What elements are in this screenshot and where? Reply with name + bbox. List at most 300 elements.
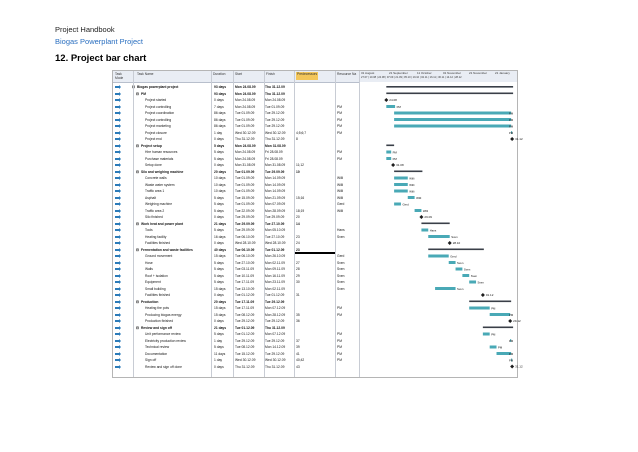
start-cell[interactable]: Tue 01.09.09 xyxy=(235,182,255,187)
predecessors-cell[interactable]: 37 xyxy=(296,338,300,343)
duration-cell[interactable]: 5 days xyxy=(214,202,224,206)
start-cell[interactable]: Tue 15.09.09 xyxy=(235,195,255,200)
task-name-cell[interactable]: Producing biogas energy xyxy=(145,312,182,317)
collapse-icon[interactable]: ⊟ xyxy=(136,169,139,174)
collapse-icon[interactable]: ⊟ xyxy=(136,143,139,148)
resource-cell[interactable]: Willi xyxy=(337,208,344,213)
task-bar[interactable] xyxy=(421,229,428,232)
start-cell[interactable]: Mon 24.08.09 xyxy=(235,143,256,148)
start-cell[interactable]: Tue 29.12.09 xyxy=(235,338,255,343)
table-row[interactable] xyxy=(113,292,359,298)
duration-cell[interactable]: 5 days xyxy=(214,150,224,154)
table-row[interactable] xyxy=(113,305,359,311)
predecessors-cell[interactable]: 40;42 xyxy=(296,358,305,362)
duration-cell[interactable]: 20 days xyxy=(214,169,227,174)
finish-cell[interactable]: Tue 01.12.09 xyxy=(265,247,285,252)
milestone-marker[interactable] xyxy=(419,215,423,219)
start-cell[interactable]: Mon 24.08.09 xyxy=(235,150,256,154)
start-cell[interactable]: Tue 01.09.09 xyxy=(235,111,255,115)
predecessors-cell[interactable]: 23 xyxy=(296,247,300,252)
summary-bar[interactable] xyxy=(469,301,511,303)
summary-bar[interactable] xyxy=(421,223,449,225)
table-row[interactable] xyxy=(113,104,359,110)
summary-bar[interactable] xyxy=(483,327,513,329)
start-cell[interactable]: Tue 10.11.09 xyxy=(235,273,255,278)
resource-cell[interactable]: PM xyxy=(337,345,342,349)
start-cell[interactable]: Tue 01.09.09 xyxy=(235,189,255,193)
predecessors-cell[interactable]: 27 xyxy=(296,260,300,265)
finish-cell[interactable]: Thu 31.12.09 xyxy=(265,364,285,369)
finish-cell[interactable]: Mon 26.10.09 xyxy=(265,254,286,258)
table-row[interactable] xyxy=(113,169,359,175)
task-name-cell[interactable]: Electricity production review xyxy=(145,338,186,343)
finish-cell[interactable]: Mon 31.08.09 xyxy=(265,143,286,148)
task-name-cell[interactable]: Roof + isolation xyxy=(145,273,168,278)
duration-cell[interactable]: 1 day xyxy=(214,338,223,343)
finish-cell[interactable]: Tue 01.12.09 xyxy=(265,293,285,297)
task-name-cell[interactable]: Production finished xyxy=(145,319,174,323)
table-row[interactable] xyxy=(113,260,359,266)
duration-cell[interactable]: 0 days xyxy=(214,319,224,323)
task-name-cell[interactable]: Review and sign off done xyxy=(145,364,182,369)
start-cell[interactable]: Mon 24.08.09 xyxy=(235,156,256,161)
finish-cell[interactable]: Tue 29.12.09 xyxy=(265,338,285,343)
predecessors-cell[interactable]: 23 xyxy=(296,234,300,239)
finish-cell[interactable]: Mon 14.09.09 xyxy=(265,189,286,193)
start-cell[interactable]: Tue 01.09.09 xyxy=(235,117,255,122)
finish-cell[interactable]: Mon 21.09.09 xyxy=(265,195,286,200)
task-bar[interactable] xyxy=(456,268,463,271)
predecessors-cell[interactable]: 15;16 xyxy=(296,195,305,200)
start-cell[interactable]: Tue 01.12.09 xyxy=(235,325,255,330)
resource-cell[interactable]: Sven xyxy=(337,286,345,291)
table-row[interactable] xyxy=(113,123,359,129)
summary-bar[interactable] xyxy=(394,171,422,173)
task-name-cell[interactable]: Documentation xyxy=(145,351,168,356)
finish-cell[interactable]: Mon 02.11.09 xyxy=(265,260,285,265)
task-name-cell[interactable]: Heating facility xyxy=(145,234,167,239)
table-row[interactable] xyxy=(113,279,359,285)
finish-cell[interactable]: Mon 28.12.09 xyxy=(265,312,286,317)
resource-cell[interactable]: Willi xyxy=(337,182,344,187)
task-bar[interactable] xyxy=(394,203,401,206)
predecessors-cell[interactable]: 41 xyxy=(296,351,300,356)
duration-cell[interactable]: 93 days xyxy=(214,85,227,89)
duration-cell[interactable]: 5 days xyxy=(214,228,224,232)
milestone-marker[interactable] xyxy=(510,365,514,369)
resource-cell[interactable]: Sven xyxy=(337,280,345,284)
start-cell[interactable]: Tue 29.09.09 xyxy=(235,228,255,232)
table-row[interactable] xyxy=(113,149,359,155)
duration-cell[interactable]: 10 days xyxy=(214,189,226,193)
table-row[interactable] xyxy=(113,188,359,194)
task-name-cell[interactable]: Project setup xyxy=(141,143,162,148)
duration-cell[interactable]: 1 day xyxy=(214,358,223,362)
start-cell[interactable]: Mon 24.08.09 xyxy=(235,85,256,89)
task-bar[interactable] xyxy=(386,151,391,154)
predecessors-cell[interactable]: 29 xyxy=(296,273,300,278)
predecessors-cell[interactable]: 8 xyxy=(296,137,298,141)
table-row[interactable] xyxy=(113,182,359,188)
finish-cell[interactable]: Mon 28.09.09 xyxy=(265,208,286,213)
summary-bar[interactable] xyxy=(428,249,484,251)
table-row[interactable] xyxy=(113,84,359,90)
milestone-marker[interactable] xyxy=(510,137,514,141)
table-row[interactable] xyxy=(113,227,359,233)
table-row[interactable] xyxy=(113,357,359,363)
finish-cell[interactable]: Tue 29.12.09 xyxy=(265,351,285,356)
task-bar[interactable] xyxy=(415,209,422,212)
task-name-cell[interactable]: Silo and weighing machine xyxy=(141,169,184,174)
duration-cell[interactable]: 21 days xyxy=(214,325,227,330)
resource-cell[interactable]: Gerd xyxy=(337,202,345,206)
table-row[interactable] xyxy=(113,91,359,97)
start-cell[interactable]: Wed 30.12.09 xyxy=(235,358,256,362)
start-cell[interactable]: Thu 31.12.09 xyxy=(235,364,255,369)
resource-cell[interactable]: Sven xyxy=(337,234,345,239)
task-name-cell[interactable]: Fermentation and waste facilities xyxy=(141,247,193,252)
collapse-icon[interactable]: ⊟ xyxy=(136,247,139,252)
start-cell[interactable]: Tue 27.10.09 xyxy=(235,260,255,265)
duration-cell[interactable]: 86 days xyxy=(214,117,226,122)
table-row[interactable] xyxy=(113,143,359,149)
task-name-cell[interactable]: Project coordination xyxy=(145,111,175,115)
milestone-marker[interactable] xyxy=(481,293,485,297)
finish-cell[interactable]: Mon 07.12.09 xyxy=(265,332,286,336)
task-name-cell[interactable]: Production xyxy=(141,299,159,304)
finish-cell[interactable]: Mon 16.11.09 xyxy=(265,273,285,278)
resource-cell[interactable]: PM xyxy=(337,312,342,317)
finish-cell[interactable]: Tue 29.12.09 xyxy=(265,117,285,122)
col-start[interactable]: Start xyxy=(235,72,242,76)
col-resource[interactable]: Resource Na xyxy=(337,72,357,76)
finish-cell[interactable]: Thu 31.12.09 xyxy=(265,137,285,141)
resource-cell[interactable]: PM xyxy=(337,150,342,154)
task-name-cell[interactable]: Project end xyxy=(145,137,162,141)
duration-cell[interactable]: 15 days xyxy=(214,254,226,258)
task-name-cell[interactable]: Equipment xyxy=(145,280,161,284)
table-row[interactable] xyxy=(113,110,359,116)
finish-cell[interactable]: Tue 27.10.09 xyxy=(265,221,285,226)
task-name-cell[interactable]: Silo finished xyxy=(145,215,163,219)
duration-cell[interactable]: 5 days xyxy=(214,332,224,336)
summary-bar[interactable] xyxy=(386,93,513,95)
task-bar[interactable] xyxy=(394,177,408,180)
task-name-cell[interactable]: Walls xyxy=(145,267,153,271)
task-name-cell[interactable]: Project closure xyxy=(145,130,167,135)
task-name-cell[interactable]: Waste water system xyxy=(145,182,175,187)
duration-cell[interactable]: 40 days xyxy=(214,247,227,252)
duration-cell[interactable]: 1 day xyxy=(214,130,223,135)
task-bar[interactable] xyxy=(394,183,408,186)
col-duration[interactable]: Duration xyxy=(213,72,226,76)
task-bar[interactable] xyxy=(435,287,455,290)
finish-cell[interactable]: Mon 31.08.09 xyxy=(265,163,286,167)
table-row[interactable] xyxy=(113,221,359,227)
milestone-marker[interactable] xyxy=(384,98,388,102)
task-bar[interactable] xyxy=(469,307,489,310)
finish-cell[interactable]: Thu 31.12.09 xyxy=(265,91,285,96)
task-bar[interactable] xyxy=(394,190,408,193)
duration-cell[interactable]: 5 days xyxy=(214,156,224,161)
table-row[interactable] xyxy=(113,266,359,272)
finish-cell[interactable]: Tue 29.12.09 xyxy=(265,111,285,115)
finish-cell[interactable]: Mon 14.09.09 xyxy=(265,182,286,187)
start-cell[interactable]: Mon 24.08.09 xyxy=(235,98,256,102)
duration-cell[interactable]: 15 days xyxy=(214,312,226,317)
task-name-cell[interactable]: Concrete walls xyxy=(145,176,167,180)
milestone-marker[interactable] xyxy=(508,319,512,323)
resource-cell[interactable]: Willi xyxy=(337,176,344,180)
table-row[interactable] xyxy=(113,195,359,201)
task-name-cell[interactable]: Facilities finished xyxy=(145,293,171,297)
duration-cell[interactable]: 86 days xyxy=(214,124,226,128)
duration-cell[interactable]: 15 days xyxy=(214,286,226,291)
finish-cell[interactable]: Mon 14.12.09 xyxy=(265,345,286,349)
table-row[interactable] xyxy=(113,299,359,305)
finish-cell[interactable]: Tue 29.12.09 xyxy=(265,124,285,128)
task-name-cell[interactable]: Asphalt xyxy=(145,195,156,200)
duration-cell[interactable]: 0 days xyxy=(214,293,224,297)
start-cell[interactable]: Tue 01.12.09 xyxy=(235,293,255,297)
milestone-marker[interactable] xyxy=(448,241,452,245)
finish-cell[interactable]: Tue 29.12.09 xyxy=(265,319,285,323)
predecessors-cell[interactable]: 43 xyxy=(296,364,300,369)
collapse-icon[interactable]: ⊟ xyxy=(136,91,139,96)
task-bar[interactable] xyxy=(386,157,391,160)
table-row[interactable] xyxy=(113,318,359,324)
resource-cell[interactable]: Willi xyxy=(337,189,344,193)
duration-cell[interactable]: 10 days xyxy=(214,176,226,180)
table-row[interactable] xyxy=(113,312,359,318)
start-cell[interactable]: Tue 29.09.09 xyxy=(235,221,255,226)
table-row[interactable] xyxy=(113,136,359,142)
task-name-cell[interactable]: Facilities finished xyxy=(145,241,171,245)
start-cell[interactable]: Tue 13.10.09 xyxy=(235,286,255,291)
table-row[interactable] xyxy=(113,214,359,220)
duration-cell[interactable]: 5 days xyxy=(214,273,224,278)
finish-cell[interactable]: Mon 02.11.09 xyxy=(265,286,285,291)
task-name-cell[interactable]: Project marketing xyxy=(145,124,171,128)
resource-cell[interactable]: PM xyxy=(337,130,342,135)
finish-cell[interactable]: Mon 05.10.09 xyxy=(265,228,286,232)
resource-cell[interactable]: PM xyxy=(337,351,342,356)
finish-cell[interactable]: Mon 09.11.09 xyxy=(265,267,285,271)
duration-cell[interactable]: 21 days xyxy=(214,221,227,226)
start-cell[interactable]: Thu 31.12.09 xyxy=(235,137,255,141)
resource-cell[interactable]: PM xyxy=(337,306,342,310)
task-name-cell[interactable]: Work heat and power plant xyxy=(141,221,184,226)
task-name-cell[interactable]: Sign off xyxy=(145,358,157,362)
start-cell[interactable]: Tue 29.12.09 xyxy=(235,319,255,323)
duration-cell[interactable]: 0 days xyxy=(214,137,224,141)
start-cell[interactable]: Tue 01.09.09 xyxy=(235,124,255,128)
predecessors-cell[interactable]: 28 xyxy=(296,267,300,271)
finish-cell[interactable]: Tue 29.12.09 xyxy=(265,299,285,304)
task-bar[interactable] xyxy=(428,235,449,238)
col-predecessors[interactable]: Predecessors xyxy=(296,72,318,80)
resource-cell[interactable]: Gerd xyxy=(337,254,345,258)
table-row[interactable] xyxy=(113,344,359,350)
duration-cell[interactable]: 5 days xyxy=(214,195,224,200)
task-name-cell[interactable]: Heating the pots xyxy=(145,306,170,310)
duration-cell[interactable]: 0 days xyxy=(214,98,224,102)
table-row[interactable] xyxy=(113,234,359,240)
start-cell[interactable]: Tue 06.10.09 xyxy=(235,234,255,239)
collapse-icon[interactable]: ⊟ xyxy=(136,325,139,330)
task-name-cell[interactable]: Ground movement xyxy=(145,254,173,258)
resource-cell[interactable]: Sven xyxy=(337,260,345,265)
start-cell[interactable]: Tue 08.12.09 xyxy=(235,312,255,317)
duration-cell[interactable]: 5 days xyxy=(214,267,224,271)
table-row[interactable] xyxy=(113,331,359,337)
task-name-cell[interactable]: Review and sign off xyxy=(141,325,172,330)
predecessors-cell[interactable]: 31 xyxy=(296,293,300,297)
duration-cell[interactable]: 0 days xyxy=(214,163,224,167)
table-row[interactable] xyxy=(113,201,359,207)
predecessors-cell[interactable]: 4;5;6;7 xyxy=(296,130,307,135)
duration-cell[interactable]: 7 days xyxy=(214,104,224,109)
finish-cell[interactable]: Mon 07.09.09 xyxy=(265,202,286,206)
start-cell[interactable]: Tue 06.10.09 xyxy=(235,254,255,258)
finish-cell[interactable]: Fri 28.08.09 xyxy=(265,156,283,161)
start-cell[interactable]: Tue 01.09.09 xyxy=(235,169,255,174)
task-name-cell[interactable]: Hire human resources xyxy=(145,150,178,154)
resource-cell[interactable]: PM xyxy=(337,332,342,336)
start-cell[interactable]: Tue 01.09.09 xyxy=(235,176,255,180)
duration-cell[interactable]: 15 days xyxy=(214,306,226,310)
finish-cell[interactable]: Thu 31.12.09 xyxy=(265,325,285,330)
task-name-cell[interactable]: Traffic area 1 xyxy=(145,189,165,193)
task-name-cell[interactable]: Setup done xyxy=(145,163,162,167)
resource-cell[interactable]: PM xyxy=(337,104,342,109)
task-bar[interactable] xyxy=(394,118,511,121)
task-name-cell[interactable]: Small building xyxy=(145,286,166,291)
resource-cell[interactable]: Willi xyxy=(337,195,344,200)
predecessors-cell[interactable]: 35 xyxy=(296,312,300,317)
task-name-cell[interactable]: Biogas powerplant project xyxy=(137,85,179,89)
predecessors-cell[interactable]: 14 xyxy=(296,221,300,226)
start-cell[interactable]: Tue 08.12.09 xyxy=(235,345,255,349)
table-row[interactable] xyxy=(113,253,359,259)
predecessors-cell[interactable]: 24 xyxy=(296,241,300,245)
task-name-cell[interactable]: Project started xyxy=(145,98,167,102)
task-name-cell[interactable]: Hose xyxy=(145,260,153,265)
task-bar[interactable] xyxy=(469,281,476,284)
task-name-cell[interactable]: Tools xyxy=(145,228,153,232)
table-row[interactable] xyxy=(113,325,359,331)
table-row[interactable] xyxy=(113,240,359,246)
finish-cell[interactable]: Wed 30.12.09 xyxy=(265,358,286,362)
finish-cell[interactable]: Mon 07.12.09 xyxy=(265,306,286,310)
start-cell[interactable]: Tue 29.09.09 xyxy=(235,215,255,219)
finish-cell[interactable]: Tue 29.09.09 xyxy=(265,215,285,219)
duration-cell[interactable]: 5 days xyxy=(214,208,224,213)
start-cell[interactable]: Tue 01.12.09 xyxy=(235,332,255,336)
finish-cell[interactable]: Wed 30.12.09 xyxy=(265,130,286,135)
resource-cell[interactable]: Sven xyxy=(337,273,345,278)
duration-cell[interactable]: 16 days xyxy=(214,234,226,239)
summary-bar[interactable] xyxy=(386,86,513,88)
summary-bar[interactable] xyxy=(386,145,394,147)
start-cell[interactable]: Mon 24.08.09 xyxy=(235,91,256,96)
task-name-cell[interactable]: Unit performance review xyxy=(145,332,181,336)
task-bar[interactable] xyxy=(394,125,511,128)
task-name-cell[interactable]: Traffic area 2 xyxy=(145,208,165,213)
task-bar[interactable] xyxy=(483,333,490,336)
predecessors-cell[interactable]: 20 xyxy=(296,215,300,219)
task-name-cell[interactable]: PM xyxy=(141,91,146,96)
finish-cell[interactable]: Wed 28.10.09 xyxy=(265,241,286,245)
predecessors-cell[interactable]: 10 xyxy=(296,169,300,174)
task-name-cell[interactable]: Technical review xyxy=(145,345,170,349)
start-cell[interactable]: Wed 30.12.09 xyxy=(235,130,256,135)
duration-cell[interactable]: 0 days xyxy=(214,215,224,219)
start-cell[interactable]: Tue 01.09.09 xyxy=(235,202,255,206)
table-row[interactable] xyxy=(113,273,359,279)
col-task-mode[interactable]: Task Mode xyxy=(115,72,124,80)
resource-cell[interactable]: PM xyxy=(337,124,342,128)
duration-cell[interactable]: 93 days xyxy=(214,91,227,96)
table-row[interactable] xyxy=(113,156,359,162)
predecessors-cell[interactable]: 36 xyxy=(296,319,300,323)
collapse-icon[interactable]: ⊟ xyxy=(136,299,139,304)
duration-cell[interactable]: 5 days xyxy=(214,260,224,265)
task-name-cell[interactable]: Weighing machine xyxy=(145,202,173,206)
table-row[interactable] xyxy=(113,117,359,123)
resource-cell[interactable]: PM xyxy=(337,117,342,122)
resource-cell[interactable]: PM xyxy=(337,338,342,343)
table-row[interactable] xyxy=(113,286,359,292)
predecessors-cell[interactable]: 11;12 xyxy=(296,163,305,167)
table-row[interactable] xyxy=(113,162,359,168)
start-cell[interactable]: Mon 24.08.09 xyxy=(235,104,256,109)
duration-cell[interactable]: 10 days xyxy=(214,182,226,187)
start-cell[interactable]: Tue 17.11.09 xyxy=(235,306,255,310)
finish-cell[interactable]: Mon 24.08.09 xyxy=(265,98,286,102)
col-finish[interactable]: Finish xyxy=(266,72,275,76)
task-bar[interactable] xyxy=(449,261,456,264)
predecessors-cell[interactable]: 18;19 xyxy=(296,208,305,213)
resource-cell[interactable]: PM xyxy=(337,156,342,161)
duration-cell[interactable]: 86 days xyxy=(214,111,226,115)
start-cell[interactable]: Wed 28.10.09 xyxy=(235,241,256,245)
duration-cell[interactable]: 5 days xyxy=(214,143,225,148)
finish-cell[interactable]: Tue 27.10.09 xyxy=(265,234,285,239)
duration-cell[interactable]: 20 days xyxy=(214,299,227,304)
start-cell[interactable]: Tue 03.11.09 xyxy=(235,267,255,271)
table-row[interactable] xyxy=(113,97,359,103)
table-row[interactable] xyxy=(113,208,359,214)
task-name-cell[interactable]: Project controlling xyxy=(145,117,172,122)
finish-cell[interactable]: Mon 14.09.09 xyxy=(265,176,286,180)
task-name-cell[interactable]: Purchase materials xyxy=(145,156,174,161)
resource-cell[interactable]: Hans xyxy=(337,228,345,232)
collapse-icon[interactable]: ⊟ xyxy=(136,221,139,226)
duration-cell[interactable]: 0 days xyxy=(214,241,224,245)
table-row[interactable] xyxy=(113,130,359,136)
finish-cell[interactable]: Thu 31.12.09 xyxy=(265,85,285,89)
finish-cell[interactable]: Fri 28.08.09 xyxy=(265,150,283,154)
task-bar[interactable] xyxy=(386,105,395,108)
col-task-name[interactable]: Task Name xyxy=(137,72,154,76)
predecessors-cell[interactable]: 39 xyxy=(296,345,300,349)
duration-cell[interactable]: 5 days xyxy=(214,280,224,284)
task-name-cell[interactable]: Project controlling xyxy=(145,104,172,109)
resource-cell[interactable]: PM xyxy=(337,358,342,362)
task-bar[interactable] xyxy=(490,346,497,349)
table-row[interactable] xyxy=(113,338,359,344)
